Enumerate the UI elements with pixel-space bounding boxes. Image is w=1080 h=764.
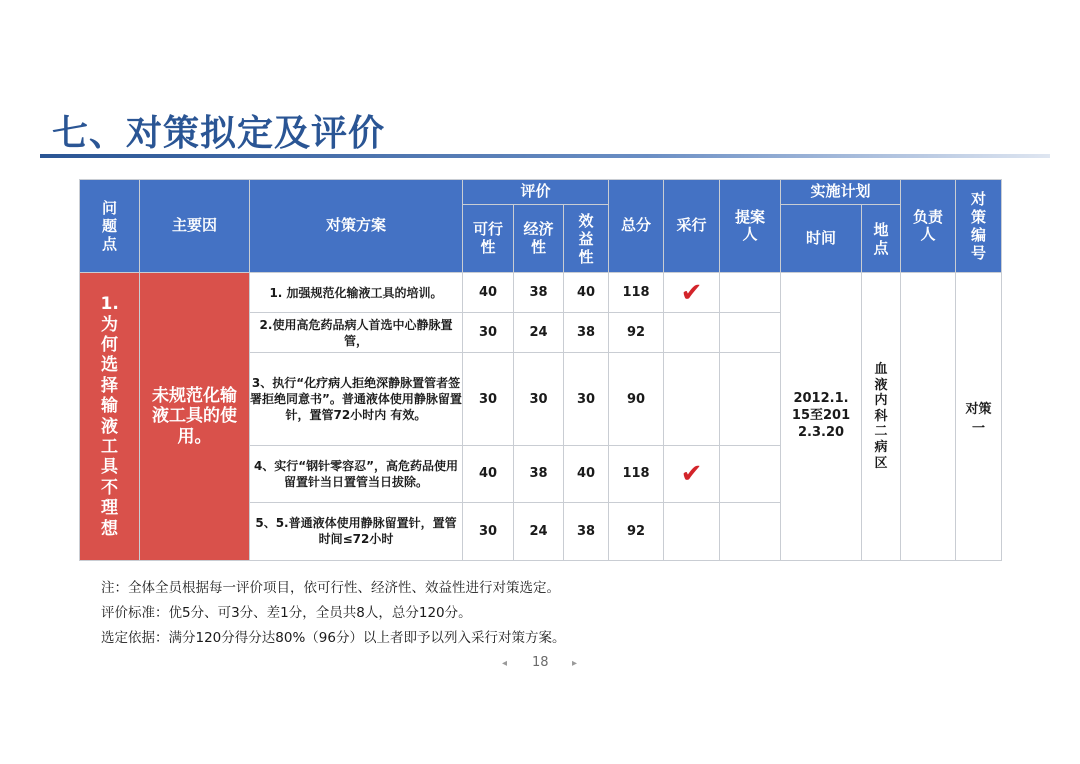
economy-cell: 30 <box>514 353 564 445</box>
proposer-cell <box>720 502 781 560</box>
plan-cell: 2.使用高危药品病人首选中心静脉置管， <box>250 313 463 353</box>
note-line: 评价标准：优5分、可3分、差1分，全员共8人，总分120分。 <box>101 605 472 621</box>
proposer-cell <box>720 273 781 313</box>
plan-cell: 1. 加强规范化输液工具的培训。 <box>250 273 463 313</box>
header-benefit: 效益性 <box>564 205 609 273</box>
header-cause: 主要因 <box>140 180 250 273</box>
benefit-cell: 30 <box>564 353 609 445</box>
adopt-cell <box>664 353 720 445</box>
proposer-cell <box>720 445 781 502</box>
economy-cell: 24 <box>514 313 564 353</box>
proposer-cell <box>720 353 781 445</box>
header-total: 总分 <box>609 180 664 273</box>
header-feasibility: 可行性 <box>463 205 514 273</box>
cause-cell: 未规范化输液工具的使用。 <box>140 273 250 561</box>
feasibility-cell: 30 <box>463 353 514 445</box>
feasibility-cell: 30 <box>463 502 514 560</box>
proposer-cell <box>720 313 781 353</box>
total-cell: 92 <box>609 313 664 353</box>
pager <box>500 655 580 673</box>
header-number: 对策编号 <box>956 180 1002 273</box>
economy-cell: 38 <box>514 445 564 502</box>
header-schedule: 实施计划 <box>781 180 901 205</box>
header-evaluation: 评价 <box>463 180 609 205</box>
header-place: 地点 <box>862 205 901 273</box>
header-owner: 负责人 <box>901 180 956 273</box>
header-plan: 对策方案 <box>250 180 463 273</box>
number-cell: 对策一 <box>956 273 1002 561</box>
table-row <box>80 273 1002 313</box>
benefit-cell: 38 <box>564 313 609 353</box>
page-number: 18 <box>532 655 549 670</box>
total-cell: 92 <box>609 502 664 560</box>
economy-cell: 24 <box>514 502 564 560</box>
page-title: 七、对策拟定及评价 <box>52 113 386 154</box>
benefit-cell: 40 <box>564 445 609 502</box>
place-cell: 血液内科二病区 <box>862 273 901 561</box>
header-row-1 <box>80 180 1002 205</box>
countermeasure-table <box>79 179 1002 561</box>
header-adopt: 采行 <box>664 180 720 273</box>
time-cell: 2012.1.15至2012.3.20 <box>781 273 862 561</box>
problem-cell: 1.为何选择输液工具不理想 <box>80 273 140 561</box>
economy-cell: 38 <box>514 273 564 313</box>
total-cell: 90 <box>609 353 664 445</box>
adopt-cell <box>664 445 720 502</box>
note-line: 注：全体全员根据每一评价项目，依可行性、经济性、效益性进行对策选定。 <box>101 580 560 596</box>
check-icon: ✔ <box>680 277 703 308</box>
benefit-cell: 40 <box>564 273 609 313</box>
prev-page-icon[interactable]: ◂ <box>502 658 508 669</box>
plan-cell: 5、5.普通液体使用静脉留置针，置管时间≤72小时 <box>250 502 463 560</box>
plan-cell: 3、执行“化疗病人拒绝深静脉置管者签署拒绝同意书”。普通液体使用静脉留置针，置管72小时内 有效。 <box>250 353 463 445</box>
header-economy: 经济性 <box>514 205 564 273</box>
benefit-cell: 38 <box>564 502 609 560</box>
feasibility-cell: 40 <box>463 445 514 502</box>
feasibility-cell: 30 <box>463 313 514 353</box>
adopt-cell <box>664 313 720 353</box>
adopt-cell <box>664 502 720 560</box>
header-time: 时间 <box>781 205 862 273</box>
plan-cell: 4、实行“钢针零容忍”，高危药品使用留置针当日置管当日拔除。 <box>250 445 463 502</box>
next-page-icon[interactable]: ▸ <box>572 658 578 669</box>
adopt-cell <box>664 273 720 313</box>
total-cell: 118 <box>609 445 664 502</box>
owner-cell <box>901 273 956 561</box>
header-problem: 问题点 <box>80 180 140 273</box>
check-icon: ✔ <box>680 458 703 489</box>
note-line: 选定依据：满分120分得分达80%（96分）以上者即予以列入采行对策方案。 <box>101 630 566 646</box>
header-proposer: 提案人 <box>720 180 781 273</box>
title-underline <box>40 154 1050 158</box>
feasibility-cell: 40 <box>463 273 514 313</box>
total-cell: 118 <box>609 273 664 313</box>
